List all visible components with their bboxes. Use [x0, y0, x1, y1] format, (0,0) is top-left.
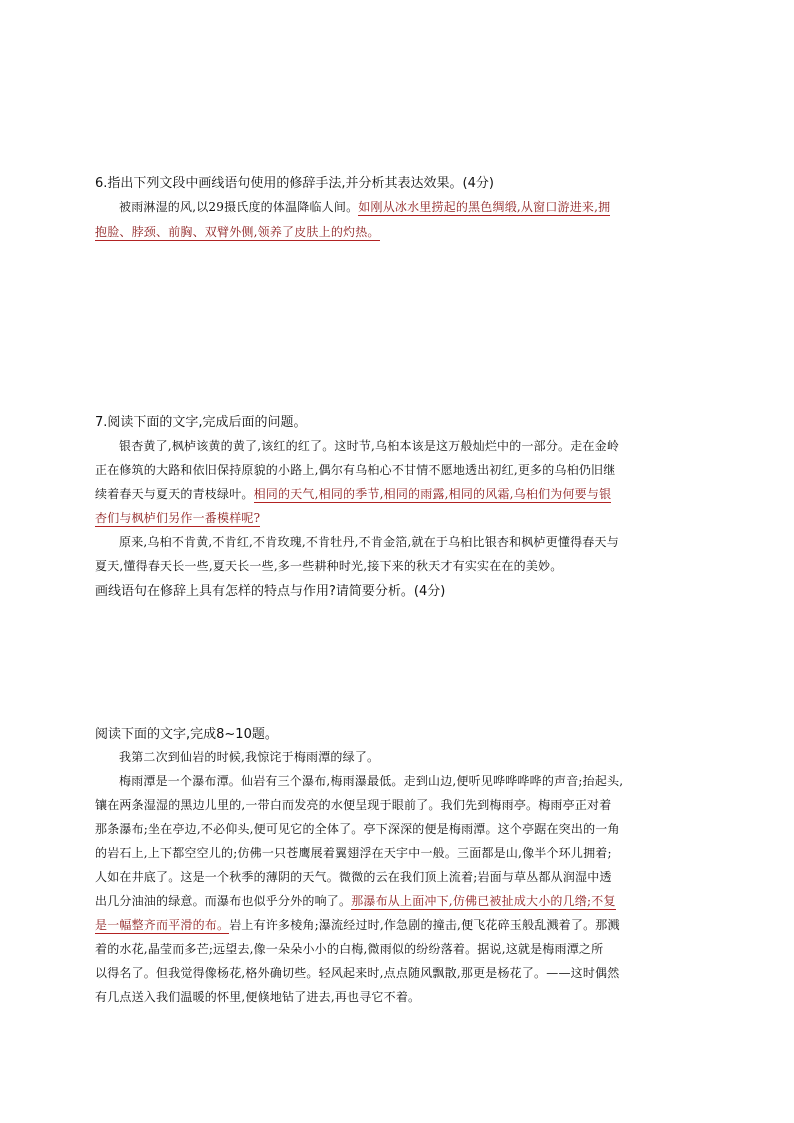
question-7-title: 7.阅读下面的文字,完成后面的问题。 — [95, 415, 307, 430]
q7-passage-line-5: 原来,乌桕不肯黄,不肯红,不肯玫瑰,不肯牡丹,不肯金箔,就在于乌桕比银杏和枫栌更懂得春天与 — [119, 535, 619, 549]
q8-passage-line-10: 以得名了。但我觉得像杨花,格外确切些。轻风起来时,点点随风飘散,那更是杨花了。——这时偶然 — [95, 966, 620, 980]
q8-passage-line-4: 那条瀑布;坐在亭边,不必仰头,便可见它的全体了。亭下深深的便是梅雨潭。这个亭踞在突出的一角 — [95, 822, 620, 836]
q8-passage-line-11: 有几点送入我们温暖的怀里,便倏地钻了进去,再也寻它不着。 — [95, 990, 421, 1004]
q7-underlined-sentence-cont: 杏们与枫栌们另作一番模样呢? — [95, 511, 261, 525]
q6-underlined-sentence-cont: 抱脸、脖颈、前胸、双臂外侧,领养了皮肤上的灼热。 — [95, 225, 380, 239]
question-6-title: 6.指出下列文段中画线语句使用的修辞手法,并分析其表达效果。(4分) — [95, 176, 494, 191]
q6-text: 被雨淋湿的风,以29摄氏度的体温降临人间。 — [119, 200, 359, 214]
q7-passage-line-6: 夏天,懂得春天长一些,夏天长一些,多一些耕种时光,接下来的秋天才有实实在在的美妙。 — [95, 559, 563, 573]
q7-passage-line-4 — [95, 509, 260, 526]
question-8-10-title: 阅读下面的文字,完成8~10题。 — [95, 727, 278, 742]
q8-passage-line-2: 梅雨潭是一个瀑布潭。仙岩有三个瀑布,梅雨瀑最低。走到山边,便听见哗哗哗哗的声音;抬起头, — [119, 774, 624, 788]
q7-passage-line-3 — [95, 485, 611, 502]
q8-passage-line-5: 的岩石上,上下都空空儿的;仿佛一只苍鹰展着翼翅浮在天宇中一般。三面都是山,像半个环儿拥着; — [95, 846, 612, 860]
q8-passage-line-1: 我第二次到仙岩的时候,我惊诧于梅雨潭的绿了。 — [119, 750, 380, 764]
q8-passage-line-3: 镶在两条湿湿的黑边儿里的,一带白而发亮的水便呈现于眼前了。我们先到梅雨亭。梅雨亭正对着 — [95, 798, 612, 812]
question-7-prompt: 画线语句在修辞上具有怎样的特点与作用?请简要分析。(4分) — [95, 584, 446, 599]
q8-underlined-sentence: 那瀑布从上面冲下,仿佛已被扯成大小的几绺;不复 — [351, 894, 616, 908]
q8-underlined-sentence-cont: 是一幅整齐而平滑的布。 — [95, 918, 230, 932]
q8-passage-line-7 — [95, 892, 616, 909]
q6-underlined-sentence: 如刚从冰水里捞起的黑色绸缎,从窗口游进来,拥 — [358, 200, 611, 214]
q8-text-cont: 岩上有许多棱角;瀑流经过时,作急剧的撞击,便飞花碎玉般乱溅着了。那溅 — [229, 918, 620, 932]
q8-passage-line-6: 人如在井底了。这是一个秋季的薄阴的天气。微微的云在我们顶上流着;岩面与草丛都从润湿中透 — [95, 870, 612, 884]
q6-passage-line-1 — [119, 198, 610, 215]
q7-passage-line-2: 正在修筑的大路和依旧保持原貌的小路上,偶尔有乌桕心不甘情不愿地透出初红,更多的乌桕仍旧继 — [95, 463, 616, 477]
q8-passage-line-9: 着的水花,晶莹而多芒;远望去,像一朵朵小小的白梅,微雨似的纷纷落着。据说,这就是梅雨潭之所 — [95, 942, 604, 956]
q7-underlined-sentence: 相同的天气,相同的季节,相同的雨露,相同的风霜,乌桕们为何要与银 — [253, 487, 612, 501]
q7-text: 续着春天与夏天的青枝绿叶。 — [95, 487, 254, 501]
q8-text: 出几分油油的绿意。而瀑布也似乎分外的响了。 — [95, 894, 352, 908]
q8-passage-line-8 — [95, 916, 620, 933]
q7-passage-line-1: 银杏黄了,枫栌该黄的黄了,该红的红了。这时节,乌桕本该是这万般灿烂中的一部分。走在金岭 — [119, 439, 620, 453]
q6-passage-line-2 — [95, 223, 380, 240]
